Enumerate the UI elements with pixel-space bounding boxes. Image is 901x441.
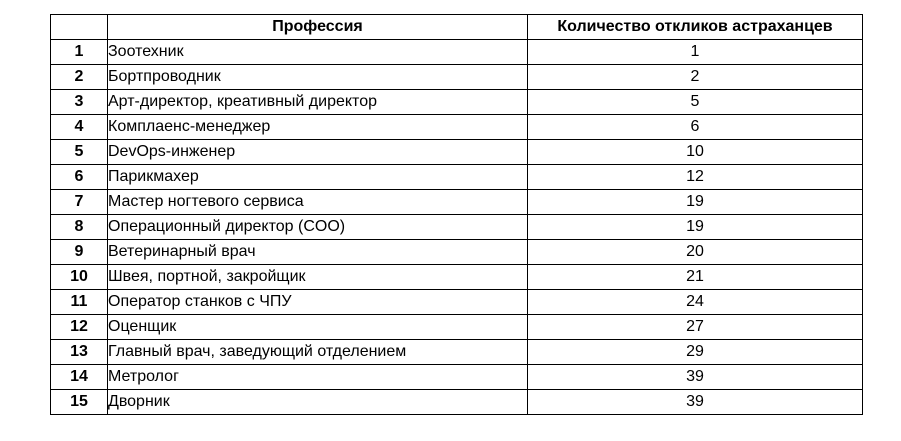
table-row — [51, 215, 863, 240]
row-profession: Арт-директор, креативный директор — [108, 90, 528, 115]
row-number: 7 — [51, 190, 108, 215]
table-row — [51, 115, 863, 140]
row-number: 6 — [51, 165, 108, 190]
row-number: 8 — [51, 215, 108, 240]
row-count: 19 — [528, 215, 863, 240]
table-row — [51, 140, 863, 165]
row-number: 2 — [51, 65, 108, 90]
row-count: 5 — [528, 90, 863, 115]
table-row — [51, 40, 863, 65]
row-count: 27 — [528, 315, 863, 340]
table-row — [51, 340, 863, 365]
row-profession: Оператор станков с ЧПУ — [108, 290, 528, 315]
table-body — [51, 40, 863, 415]
row-count: 10 — [528, 140, 863, 165]
row-count: 29 — [528, 340, 863, 365]
table-row — [51, 165, 863, 190]
row-count: 39 — [528, 365, 863, 390]
row-count: 6 — [528, 115, 863, 140]
row-profession: Комплаенс-менеджер — [108, 115, 528, 140]
row-number: 12 — [51, 315, 108, 340]
row-profession: DevOps-инженер — [108, 140, 528, 165]
row-count: 2 — [528, 65, 863, 90]
row-number: 15 — [51, 390, 108, 415]
row-count: 20 — [528, 240, 863, 265]
header-number — [51, 15, 108, 40]
table-row — [51, 65, 863, 90]
row-count: 12 — [528, 165, 863, 190]
row-profession: Бортпроводник — [108, 65, 528, 90]
row-number: 13 — [51, 340, 108, 365]
table-row — [51, 90, 863, 115]
row-profession: Мастер ногтевого сервиса — [108, 190, 528, 215]
row-count: 21 — [528, 265, 863, 290]
row-count: 1 — [528, 40, 863, 65]
row-number: 4 — [51, 115, 108, 140]
row-profession: Метролог — [108, 365, 528, 390]
table-row — [51, 365, 863, 390]
header-profession: Профессия — [108, 15, 528, 40]
row-profession: Зоотехник — [108, 40, 528, 65]
row-number: 3 — [51, 90, 108, 115]
row-profession: Операционный директор (COO) — [108, 215, 528, 240]
table-row — [51, 290, 863, 315]
row-count: 19 — [528, 190, 863, 215]
professions-table — [50, 14, 863, 415]
row-profession: Дворник — [108, 390, 528, 415]
row-number: 1 — [51, 40, 108, 65]
row-number: 10 — [51, 265, 108, 290]
row-number: 14 — [51, 365, 108, 390]
table-row — [51, 315, 863, 340]
table-row — [51, 240, 863, 265]
row-count: 24 — [528, 290, 863, 315]
row-profession: Оценщик — [108, 315, 528, 340]
table-row — [51, 190, 863, 215]
table-row — [51, 265, 863, 290]
row-count: 39 — [528, 390, 863, 415]
row-profession: Швея, портной, закройщик — [108, 265, 528, 290]
row-profession: Главный врач, заведующий отделением — [108, 340, 528, 365]
row-profession: Ветеринарный врач — [108, 240, 528, 265]
header-row — [51, 15, 863, 40]
row-number: 9 — [51, 240, 108, 265]
header-count: Количество откликов астраханцев — [528, 15, 863, 40]
row-profession: Парикмахер — [108, 165, 528, 190]
row-number: 5 — [51, 140, 108, 165]
table-row — [51, 390, 863, 415]
row-number: 11 — [51, 290, 108, 315]
